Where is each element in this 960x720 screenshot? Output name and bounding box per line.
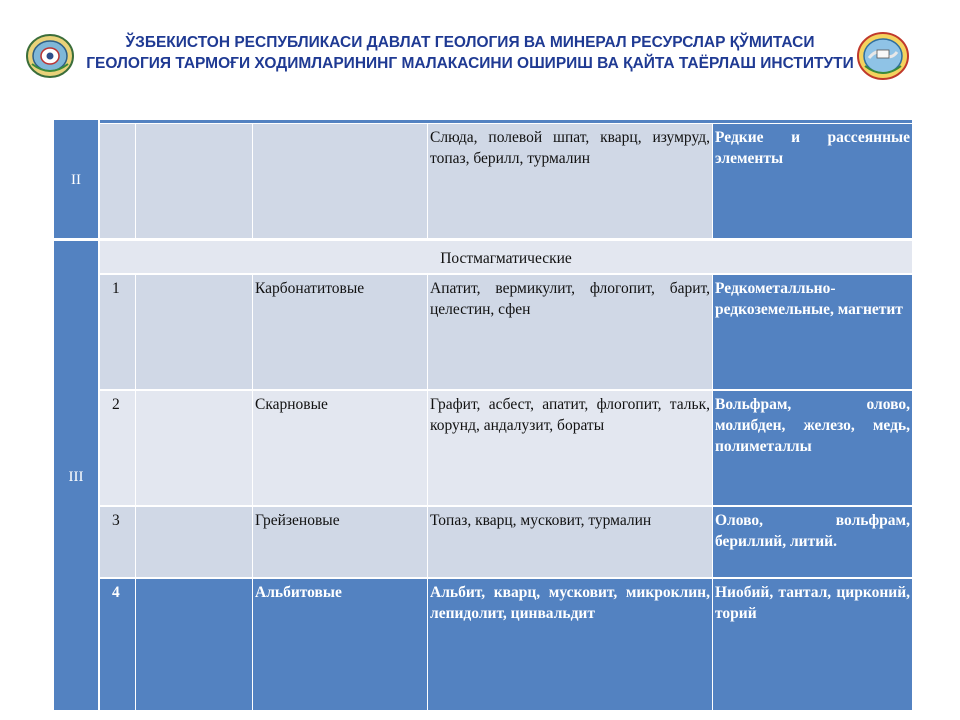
group-roman-numeral: III [54, 241, 98, 710]
table-cell-blank [100, 120, 912, 123]
deposits-table [54, 120, 912, 710]
table-cell-number: 3 [100, 507, 135, 577]
table-cell-minerals: Слюда, полевой шпат, кварц, изумруд, топаз, берилл, турмалин [428, 124, 712, 238]
table-cell-number: 2 [100, 391, 135, 505]
header-title-line-2: ГЕОЛОГИЯ ТАРМОҒИ ХОДИМЛАРИНИНГ МАЛАКАСИНИ ОШИРИШ ВА ҚАЙТА ТАЁРЛАШ ИНСТИТУТИ [86, 55, 854, 72]
section-title: Постмагматические [100, 241, 912, 273]
table-cell-blank [136, 124, 252, 238]
table-cell-deposit-type: Карбонатитовые [253, 275, 427, 389]
table-cell-blank [136, 391, 252, 505]
table-cell-deposit-type [253, 124, 427, 238]
group-roman-numeral: II [54, 120, 98, 238]
table-cell-elements: Вольфрам, олово, молибден, железо, медь, полиметаллы [713, 391, 912, 505]
table-cell-deposit-type: Грейзеновые [253, 507, 427, 577]
table-cell-elements: Ниобий, тантал, цирконий, торий [713, 579, 912, 710]
table-cell-minerals: Апатит, вермикулит, флогопит, барит, целестин, сфен [428, 275, 712, 389]
table-cell-number [100, 124, 135, 238]
table-cell-blank [136, 507, 252, 577]
table-cell-deposit-type: Скарновые [253, 391, 427, 505]
table-cell-number: 1 [100, 275, 135, 389]
table-cell-blank [136, 275, 252, 389]
table-cell-blank [136, 579, 252, 710]
slide-header [0, 0, 960, 110]
table-cell-elements: Редкометалльно-редкоземельные, магнетит [713, 275, 912, 389]
table-cell-minerals: Графит, асбест, апатит, флогопит, тальк, корунд, андалузит, бораты [428, 391, 712, 505]
table-cell-deposit-type: Альбитовые [253, 579, 427, 710]
institute-emblem-icon [857, 32, 909, 80]
table-cell-minerals: Топаз, кварц, мусковит, турмалин [428, 507, 712, 577]
header-title-line-1: ЎЗБЕКИСТОН РЕСПУБЛИКАСИ ДАВЛАТ ГЕОЛОГИЯ ВА МИНЕРАЛ РЕСУРСЛАР ҚЎМИТАСИ [125, 34, 815, 51]
table-cell-number: 4 [100, 579, 135, 710]
table-cell-minerals: Альбит, кварц, мусковит, микроклин, лепидолит, цинвальдит [428, 579, 712, 710]
state-committee-emblem-icon [26, 34, 74, 78]
table-cell-elements: Олово, вольфрам, бериллий, литий. [713, 507, 912, 577]
table-cell-elements: Редкие и рассеянные элементы [713, 124, 912, 238]
